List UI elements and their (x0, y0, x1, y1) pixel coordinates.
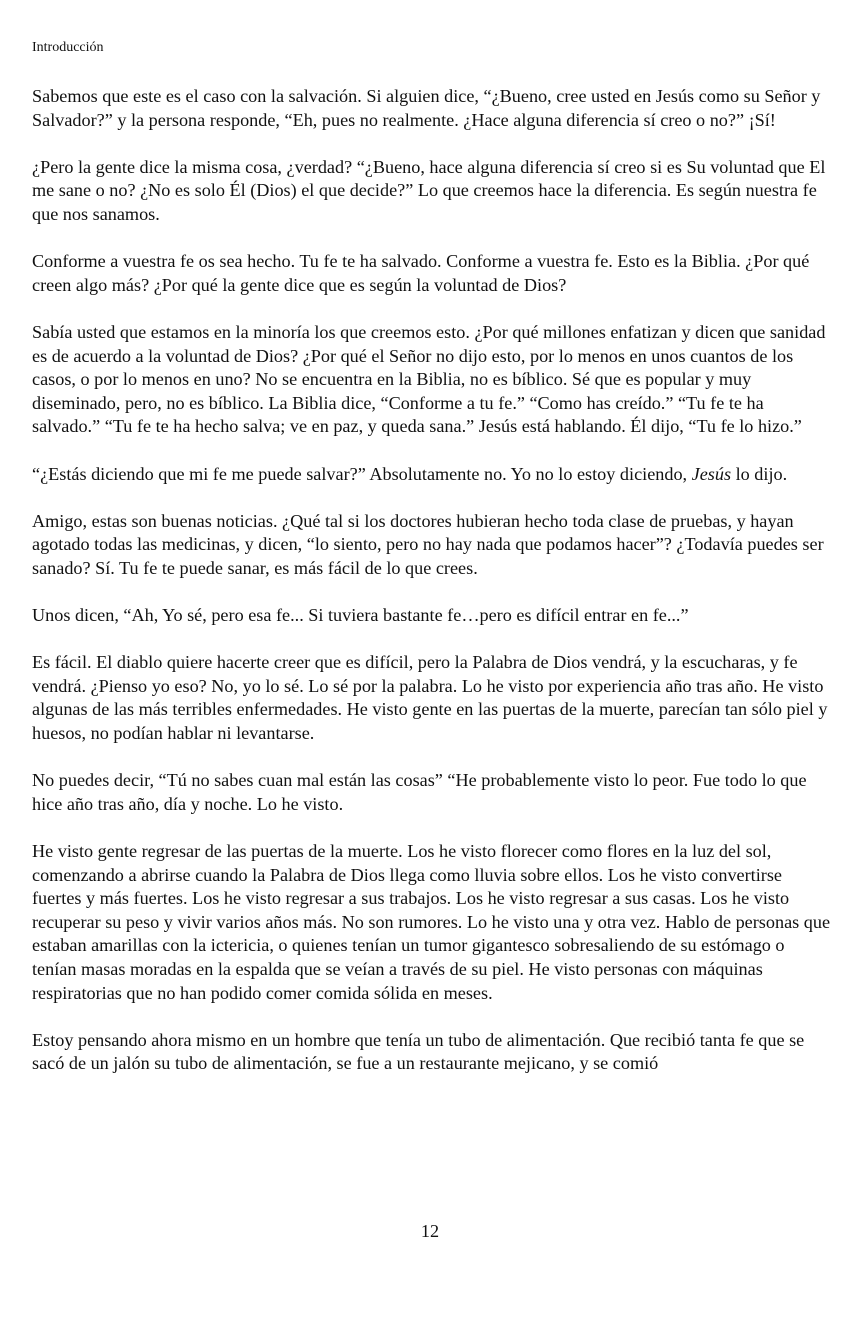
paragraph: No puedes decir, “Tú no sabes cuan mal están las cosas” “He probablemente visto lo peor. Fue todo lo que hice año tras año, día y noche. Lo he visto. (32, 770, 807, 814)
paragraph: Amigo, estas son buenas noticias. ¿Qué tal si los doctores hubieran hecho toda clase de pruebas, y hayan agotado todas las medicinas, y dicen, “lo siento, pero no hay nada que podamos hacer”? ¿Todavía puedes ser sanado? Sí. Tu fe te puede sanar, es más fácil de lo que crees. (32, 510, 824, 578)
paragraph: Sabía usted que estamos en la minoría los que creemos esto. ¿Por qué millones enfatizan y dicen que sanidad es de acuerdo a la voluntad de Dios? ¿Por qué el Señor no dijo esto, por lo menos en unos cuantos de los casos, o por lo menos en uno? No se encuentra en la Biblia, no es bíblico. Sé que es popular y muy diseminado, pero, no es bíblico. La Biblia dice, “Conforme a tu fe.” “Como has creído.” “Tu fe te ha salvado.” “Tu fe te ha hecho salva; ve en paz, y queda sana.” Jesús está hablando. Él dijo, “Tu fe lo hizo.” (32, 321, 826, 437)
running-header: Introducción (32, 40, 104, 55)
emphasized-word: Jesús (691, 463, 732, 484)
paragraph-tail: lo dijo. (731, 463, 788, 484)
paragraph (32, 463, 832, 487)
paragraph: Sabemos que este es el caso con la salvación. Si alguien dice, “¿Bueno, cree usted en Jesús como su Señor y Salvador?” y la persona responde, “Eh, pues no realmente. ¿Hace alguna diferencia sí creo o no?” ¡Sí! (32, 86, 821, 130)
paragraph: Estoy pensando ahora mismo en un hombre que tenía un tubo de alimentación. Que recibió tanta fe que se sacó de un jalón su tubo de alimentación, se fue a un restaurante mejicano, y se comió (32, 1029, 805, 1074)
paragraph: ¿Pero la gente dice la misma cosa, ¿verdad? “¿Bueno, hace alguna diferencia sí creo si es Su voluntad que El me sane o no? ¿No es solo Él (Dios) el que decide?” Lo que creemos hace la diferencia. Es según nuestra fe que nos sanamos. (32, 156, 826, 224)
paragraph: He visto gente regresar de las puertas de la muerte. Los he visto florecer como flores en la luz del sol, comenzando a abrirse cuando la Palabra de Dios llega como lluvia sobre ellos. Los he visto convertirse fuertes y más fuertes. Los he visto regresar a sus trabajos. Los he visto regresar a sus casas. Los he visto recuperar su peso y vivir varios años más. No son rumores. Lo he visto una y otra vez. Hablo de personas que estaban amarillas con la ictericia, o quienes tenían un tumor gigantesco sobresaliendo de su estómago o tenían masas moradas en la espalda que se veían a través de su piel. He visto personas con máquinas respiratorias que no han podido comer comida sólida en meses. (32, 841, 831, 1003)
paragraph-lead: “¿Estás diciendo que mi fe me puede salvar?” Absolutamente no. Yo no lo estoy diciendo, (32, 463, 692, 484)
paragraph: Conforme a vuestra fe os sea hecho. Tu fe te ha salvado. Conforme a vuestra fe. Esto es la Biblia. ¿Por qué creen algo más? ¿Por qué la gente dice que es según la voluntad de Dios? (32, 251, 810, 295)
paragraph: Unos dicen, “Ah, Yo sé, pero esa fe... Si tuviera bastante fe…pero es difícil entrar en fe...” (32, 605, 689, 626)
body-text (32, 85, 832, 1076)
paragraph: Es fácil. El diablo quiere hacerte creer que es difícil, pero la Palabra de Dios vendrá, y la escucharas, y fe vendrá. ¿Pienso yo eso? No, yo lo sé. Lo sé por la palabra. Lo he visto por experiencia año tras año. He visto algunas de las más terribles enfermedades. He visto gente en las puertas de la muerte, parecían tan sólo piel y huesos, no podían hablar ni levantarse. (32, 652, 828, 744)
page-number: 12 (420, 1221, 440, 1241)
